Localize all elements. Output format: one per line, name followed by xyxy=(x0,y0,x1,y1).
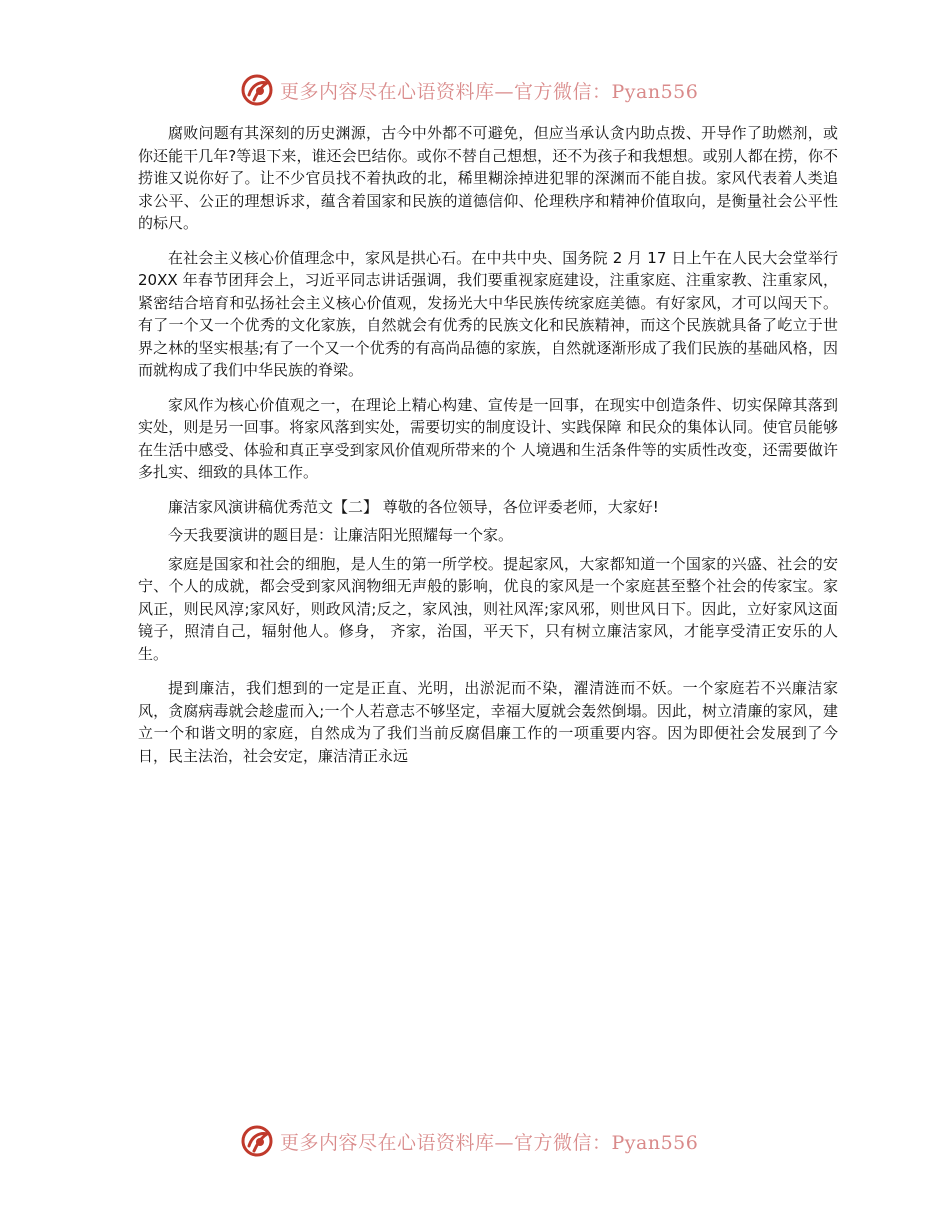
paragraph-4: 家庭是国家和社会的细胞，是人生的第一所学校。提起家风，大家都知道一个国家的兴盛、社会的安宁、个人的成就，都会受到家风润物细无声般的影响，优良的家风是一个家庭甚至整个社会的传家宝。家风正，则民风淳;家风好，则政风清;反之，家风浊，则社风浑;家风邪，则世风日下。因此，立好家风这面镜子，照清自己，辐射他人。修身， 齐家，治国，平天下，只有树立廉洁家风，才能享受清正安乐的人生。 xyxy=(138,554,838,663)
speech-topic: 今天我要演讲的题目是：让廉洁阳光照耀每一个家。 xyxy=(168,526,514,544)
paragraph-5: 提到廉洁，我们想到的一定是正直、光明，出淤泥而不染，濯清涟而不妖。一个家庭若不兴廉洁家风，贪腐病毒就会趁虚而入;一个人若意志不够坚定，幸福大厦就会轰然倒塌。因此，树立清廉的家风，建立一个和谐文明的家庭，自然成为了我们当前反腐倡廉工作的一项重要内容。因为即便社会发展到了今日，民主法治，社会安定，廉洁清正永远 xyxy=(138,679,838,765)
brand-logo-icon xyxy=(240,73,274,107)
document-body xyxy=(138,122,838,779)
footer-banner xyxy=(240,1121,720,1161)
section-heading: 廉洁家风演讲稿优秀范文【二】 尊敬的各位领导，各位评委老师，大家好! xyxy=(168,497,659,516)
paragraph-2: 在社会主义核心价值理念中，家风是拱心石。在中共中央、国务院 2 月 17 日上午在人民大会堂举行 20XX 年春节团拜会上，习近平同志讲话强调，我们要重视家庭建设，注重家庭、注重家教、注重家风，紧密结合培育和弘扬社会主义核心价值观，发扬光大中华民族传统家庭美德。有好家风，才可以闯天下。有了一个又一个优秀的文化家族，自然就会有优秀的民族文化和民族精神，而这个民族就具备了屹立于世界之林的坚实根基;有了一个又一个优秀的有高尚品德的家族，自然就逐渐形成了我们民族的基础风格，因而就构成了我们中华民族的脊梁。 xyxy=(138,248,838,379)
paragraph-3: 家风作为核心价值观之一，在理论上精心构建、宣传是一回事，在现实中创造条件、切实保障其落到实处，则是另一回事。将家风落到实处，需要切实的制度设计、实践保障 和民众的集体认同。使官员能够在生活中感受、体验和真正享受到家风价值观所带来的个 人境遇和生活条件等的实质性改变，还需要做许多扎实、细致的具体工作。 xyxy=(138,395,838,481)
banner-text: 更多内容尽在心语资料库—官方微信：Pyan556 xyxy=(280,1131,699,1154)
brand-logo-icon xyxy=(240,1124,274,1158)
paragraph-1: 腐败问题有其深刻的历史渊源，古今中外都不可避免，但应当承认贪内助点拨、开导作了助燃剂，或你还能干几年?等退下来，谁还会巴结你。或你不替自己想想，还不为孩子和我想想。或别人都在捞，你不捞谁又说你好了。让不少官员找不着执政的北，稀里糊涂掉进犯罪的深渊而不能自拔。家风代表着人类追求公平、公正的理想诉求，蕴含着国家和民族的道德信仰、伦理秩序和精神价值取向，是衡量社会公平性的标尺。 xyxy=(138,124,838,232)
banner-text: 更多内容尽在心语资料库—官方微信：Pyan556 xyxy=(280,80,699,103)
header-banner xyxy=(240,70,720,110)
